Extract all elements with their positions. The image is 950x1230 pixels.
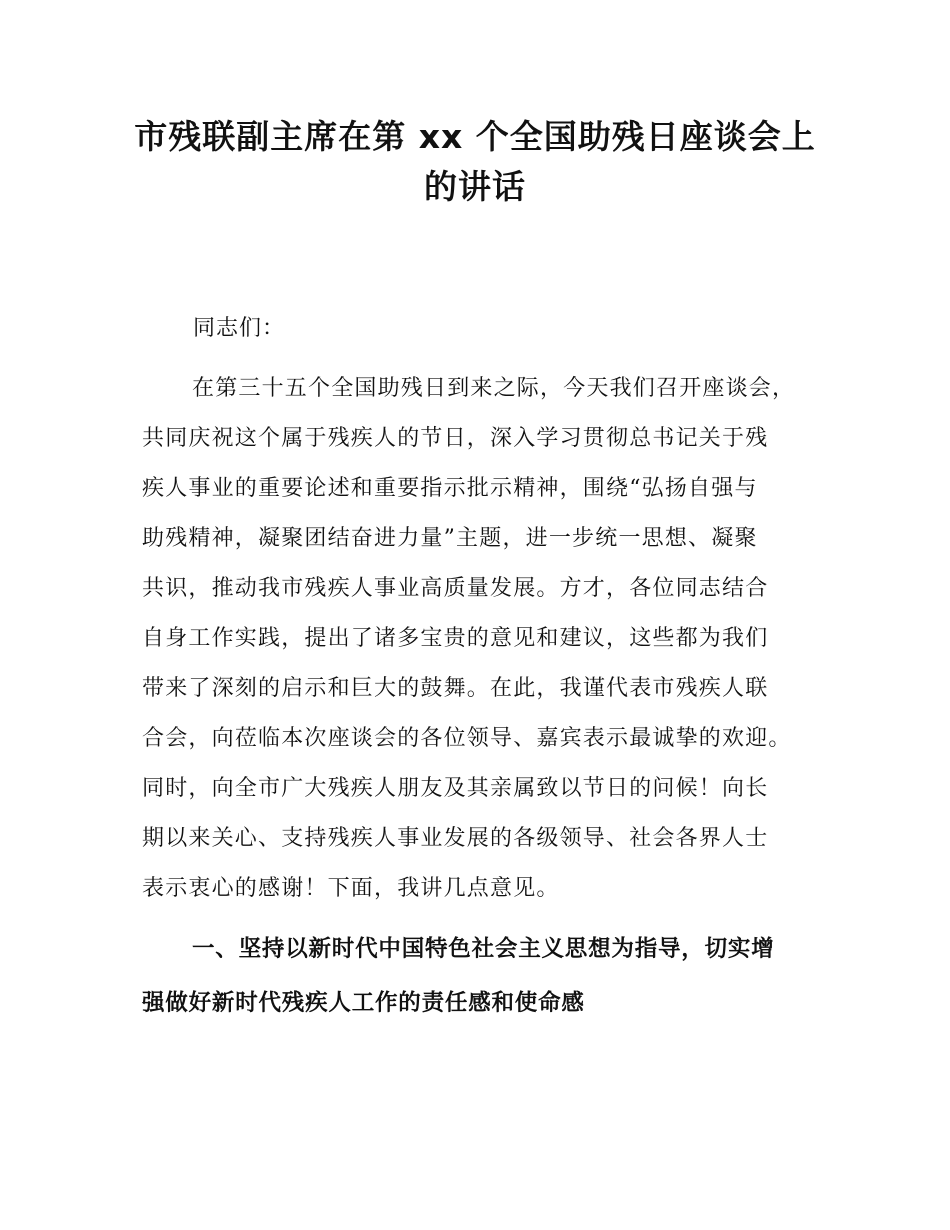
paragraph-line: 表示衷心的感谢！下面，我讲几点意见。 bbox=[142, 876, 560, 901]
section-heading-line: 强做好新时代残疾人工作的责任感和使命感 bbox=[142, 990, 585, 1016]
paragraph-line: 疾人事业的重要论述和重要指示批示精神，围绕“弘扬自强与 bbox=[142, 476, 758, 501]
section-heading-1 bbox=[142, 922, 775, 1030]
paragraph-line: 助残精神，凝聚团结奋进力量”主题，进一步统一思想、凝聚 bbox=[142, 526, 758, 551]
title-line-2: 的讲话 bbox=[424, 167, 526, 206]
paragraph-line: 共识，推动我市残疾人事业高质量发展。方才，各位同志结合 bbox=[142, 576, 769, 601]
section-heading-line: 一、坚持以新时代中国特色社会主义思想为指导，切实增 bbox=[192, 936, 775, 962]
paragraph-line: 同时，向全市广大残疾人朋友及其亲属致以节日的问候！向长 bbox=[142, 776, 769, 801]
paragraph-line: 自身工作实践，提出了诸多宝贵的意见和建议，这些都为我们 bbox=[142, 626, 769, 651]
title-line-1: 市残联副主席在第 xx 个全国助残日座谈会上 bbox=[134, 117, 816, 156]
paragraph-line: 合会，向莅临本次座谈会的各位领导、嘉宾表示最诚挚的欢迎。 bbox=[142, 726, 792, 751]
paragraph-line: 期以来关心、支持残疾人事业发展的各级领导、社会各界人士 bbox=[142, 826, 769, 851]
salutation: 同志们： bbox=[193, 316, 286, 341]
paragraph-line: 共同庆祝这个属于残疾人的节日，深入学习贯彻总书记关于残 bbox=[142, 426, 769, 451]
opening-paragraph bbox=[142, 364, 795, 914]
document-title bbox=[130, 112, 820, 212]
paragraph-line: 在第三十五个全国助残日到来之际，今天我们召开座谈会， bbox=[192, 376, 796, 401]
paragraph-line: 带来了深刻的启示和巨大的鼓舞。在此，我谨代表市残疾人联 bbox=[142, 676, 769, 701]
